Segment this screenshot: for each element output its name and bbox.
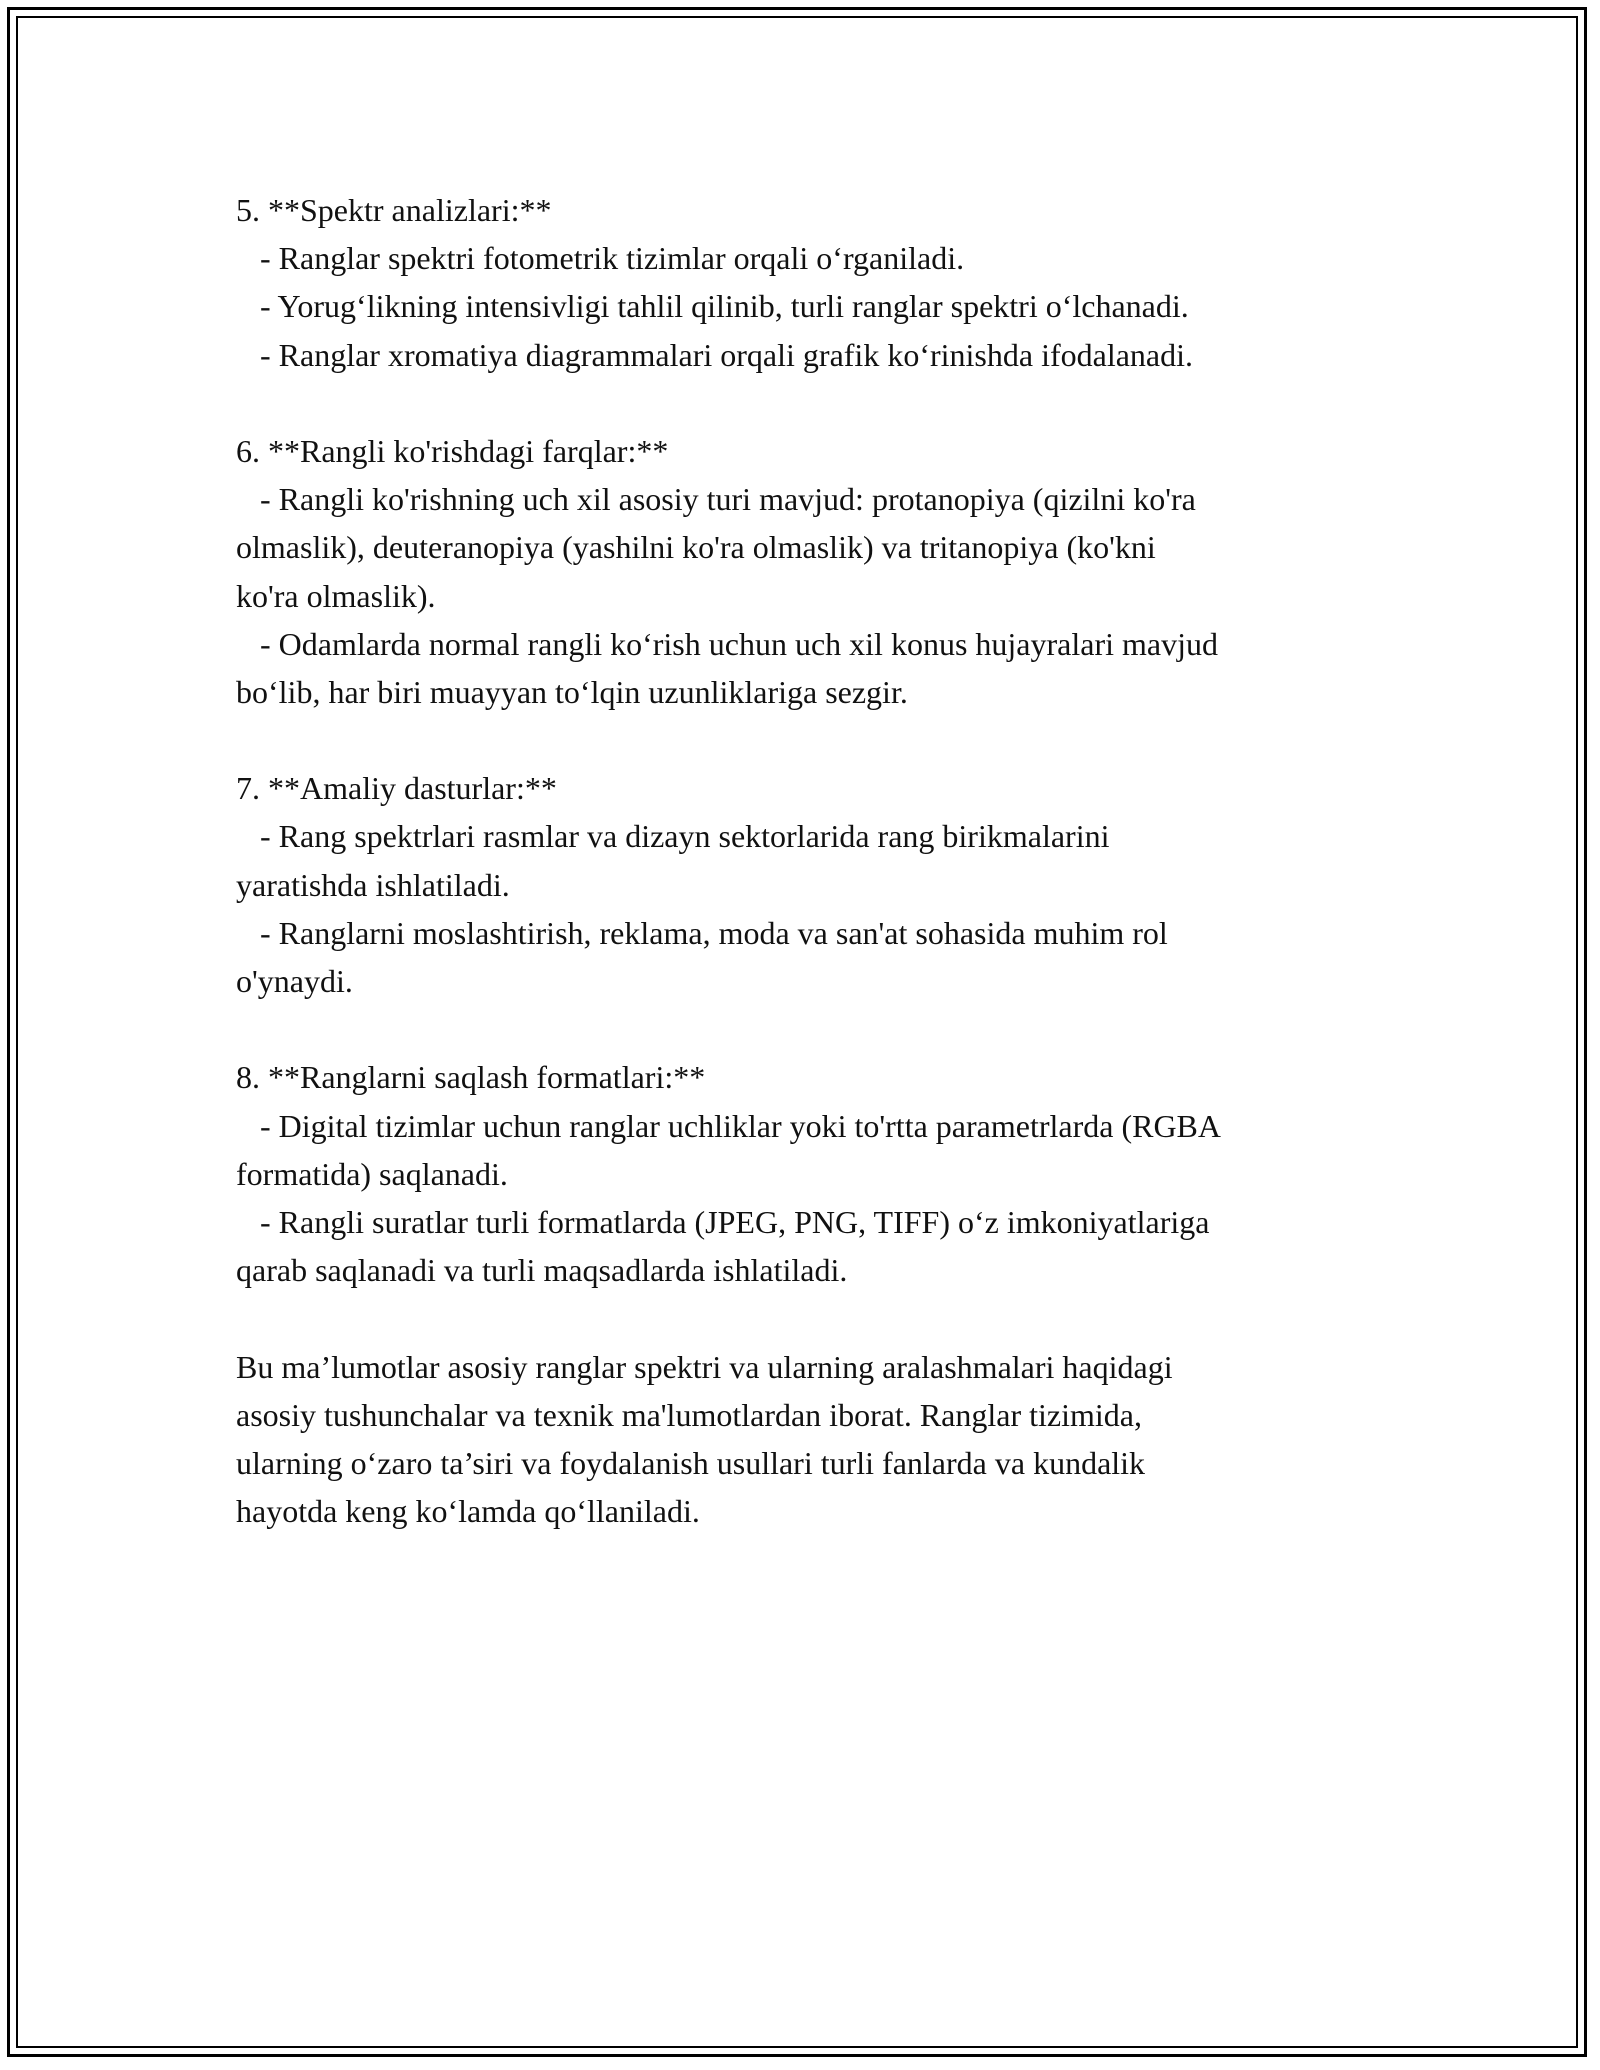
section-heading: 5. **Spektr analizlari:**: [236, 192, 552, 228]
bullet-line: - Odamlarda normal rangli ko‘rish uchun uch xil konus hujayralari mavjud: [236, 625, 1218, 662]
bullet-continuation: ko'ra olmaslik).: [236, 577, 436, 614]
section-rangli-korishdagi-farqlar: [236, 427, 1376, 716]
section-heading: 7. **Amaliy dasturlar:**: [236, 770, 557, 807]
bullet-line: - Digital tizimlar uchun ranglar uchliklar yoki to'rtta parametrlarda (RGBA: [236, 1107, 1221, 1144]
bullet-line: - Rang spektrlari rasmlar va dizayn sektorlarida rang birikmalarini: [236, 818, 1110, 855]
paragraph-gap: [236, 716, 1376, 764]
section-heading: 8. **Ranglarni saqlash formatlari:**: [236, 1059, 706, 1096]
bullet-line: - Ranglar xromatiya diagrammalari orqali grafik ko‘rinishda ifodalanadi.: [236, 336, 1193, 373]
bullet-line: - Rangli suratlar turli formatlarda (JPEG, PNG, TIFF) o‘z imkoniyatlariga: [236, 1203, 1210, 1240]
paragraph-gap: [236, 379, 1376, 427]
section-heading: 6. **Rangli ko'rishdagi farqlar:**: [236, 432, 669, 469]
bullet-continuation: formatida) saqlanadi.: [236, 1155, 508, 1192]
paragraph-gap: [236, 1294, 1376, 1342]
paragraph-gap: [236, 1005, 1376, 1053]
closing-paragraph: [236, 1343, 1376, 1536]
paragraph-line: asosiy tushunchalar va texnik ma'lumotlardan iborat. Ranglar tizimida,: [236, 1396, 1142, 1433]
bullet-line: - Ranglar spektri fotometrik tizimlar orqali o‘rganiladi.: [236, 240, 965, 277]
document-body: [236, 186, 1376, 1535]
paragraph-line: hayotda keng ko‘lamda qo‘llaniladi.: [236, 1493, 700, 1530]
bullet-line: - Yorug‘likning intensivligi tahlil qilinib, turli ranglar spektri o‘lchanadi.: [236, 288, 1189, 325]
bullet-continuation: olmaslik), deuteranopiya (yashilni ko'ra olmaslik) va tritanopiya (ko'kni: [236, 529, 1156, 566]
section-spektr-analizlari: [236, 186, 1376, 379]
bullet-continuation: bo‘lib, har biri muayyan to‘lqin uzunliklariga sezgir.: [236, 673, 908, 710]
bullet-line: - Ranglarni moslashtirish, reklama, moda va san'at sohasida muhim rol: [236, 914, 1168, 951]
paragraph-line: ularning o‘zaro ta’siri va foydalanish usullari turli fanlarda va kundalik: [236, 1444, 1146, 1481]
section-amaliy-dasturlar: [236, 764, 1376, 1005]
paragraph-line: Bu ma’lumotlar asosiy ranglar spektri va ularning aralashmalari haqidagi: [236, 1348, 1173, 1385]
bullet-continuation: qarab saqlanadi va turli maqsadlarda ishlatiladi.: [236, 1252, 848, 1289]
bullet-continuation: yaratishda ishlatiladi.: [236, 866, 510, 903]
section-ranglarni-saqlash-formatlari: [236, 1053, 1376, 1294]
bullet-line: - Rangli ko'rishning uch xil asosiy turi mavjud: protanopiya (qizilni ko'ra: [236, 481, 1196, 518]
bullet-continuation: o'ynaydi.: [236, 963, 353, 999]
